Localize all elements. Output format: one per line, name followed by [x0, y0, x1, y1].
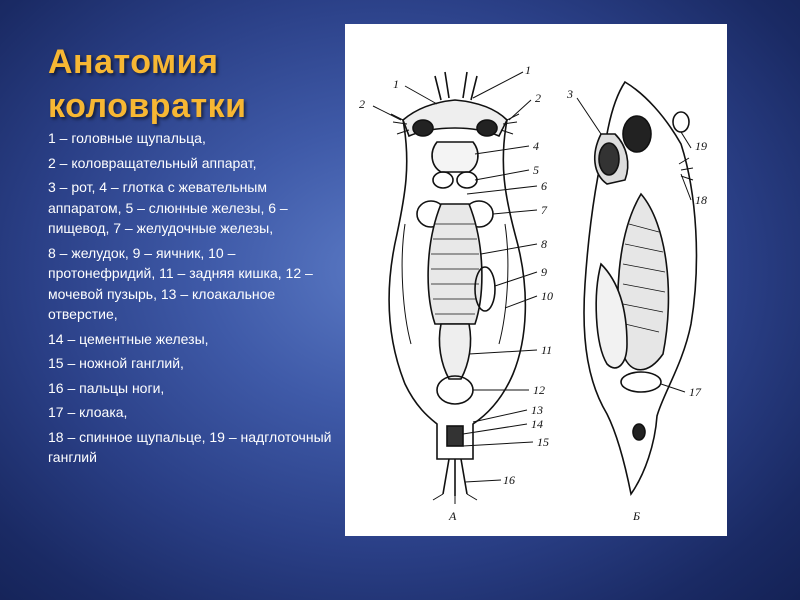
label-15: 15 [537, 435, 549, 449]
slide-title: Анатомия коловратки [48, 43, 247, 125]
label-8: 8 [541, 237, 547, 251]
bladder-a [437, 376, 473, 404]
salivary-gland-right [457, 172, 477, 188]
label-16: 16 [503, 473, 515, 487]
legend-line: 2 – коловращательный аппарат, [48, 154, 257, 171]
legend-line: 17 – клоака, [48, 404, 128, 420]
label-1: 1 [525, 63, 531, 77]
salivary-gland-left [433, 172, 453, 188]
label-17: 17 [689, 385, 701, 399]
panel-label-b: Б [633, 509, 641, 523]
label-9: 9 [541, 265, 547, 279]
label-3: 3 [567, 87, 573, 101]
label-2: 2 [535, 91, 541, 105]
label-6: 6 [541, 179, 547, 193]
rotifer-drawing [345, 24, 727, 536]
label-10: 10 [541, 289, 553, 303]
supraoesophageal-ganglion-b [623, 116, 651, 152]
pedal-ganglion-b [633, 424, 645, 440]
panel-label-a: А [449, 509, 457, 523]
legend-line: 8 – желудок, 9 – яичник, 10 – протонефридий, 11 – задняя кишка, 12 – мочевой пузырь, 13 – клоакальное отверстие, [48, 244, 313, 322]
rotifer-anatomy-figure [345, 24, 727, 536]
bladder-b [621, 372, 661, 392]
label-1: 1 [393, 77, 399, 91]
label-12: 12 [533, 383, 545, 397]
label-4: 4 [533, 139, 539, 153]
corona-patch-left [413, 120, 433, 136]
label-14: 14 [531, 417, 543, 431]
legend-line: 18 – спинное щупальце, 19 – надглоточный ганглий [48, 428, 332, 465]
head-knob-b [673, 112, 689, 132]
label-13: 13 [531, 403, 543, 417]
mastax-core-b [599, 143, 619, 175]
head-tentacles-a [435, 72, 477, 100]
label-19: 19 [695, 139, 707, 153]
label-7: 7 [541, 203, 547, 217]
cement-glands-a [447, 426, 463, 446]
label-18: 18 [695, 193, 707, 207]
label-5: 5 [533, 163, 539, 177]
legend-line: 14 – цементные железы, [48, 330, 209, 347]
hindgut-a [439, 324, 470, 379]
stomach-a [428, 204, 482, 324]
label-2: 2 [359, 97, 365, 111]
label-11: 11 [541, 343, 553, 357]
toes-a [443, 459, 467, 496]
legend-line: 1 – головные щупальца, [48, 130, 206, 146]
legend-line: 3 – рот, 4 – глотка с жевательным аппаратом, 5 – слюнные железы, 6 – пищевод, 7 – желудочные железы, [48, 179, 288, 236]
corona-patch-right [477, 120, 497, 136]
legend-line: 16 – пальцы ноги, [48, 379, 165, 396]
legend-text [48, 128, 338, 472]
legend-line: 15 – ножной ганглий, [48, 355, 184, 371]
protonephridium-left [402, 224, 411, 344]
mastax-a [432, 142, 478, 172]
